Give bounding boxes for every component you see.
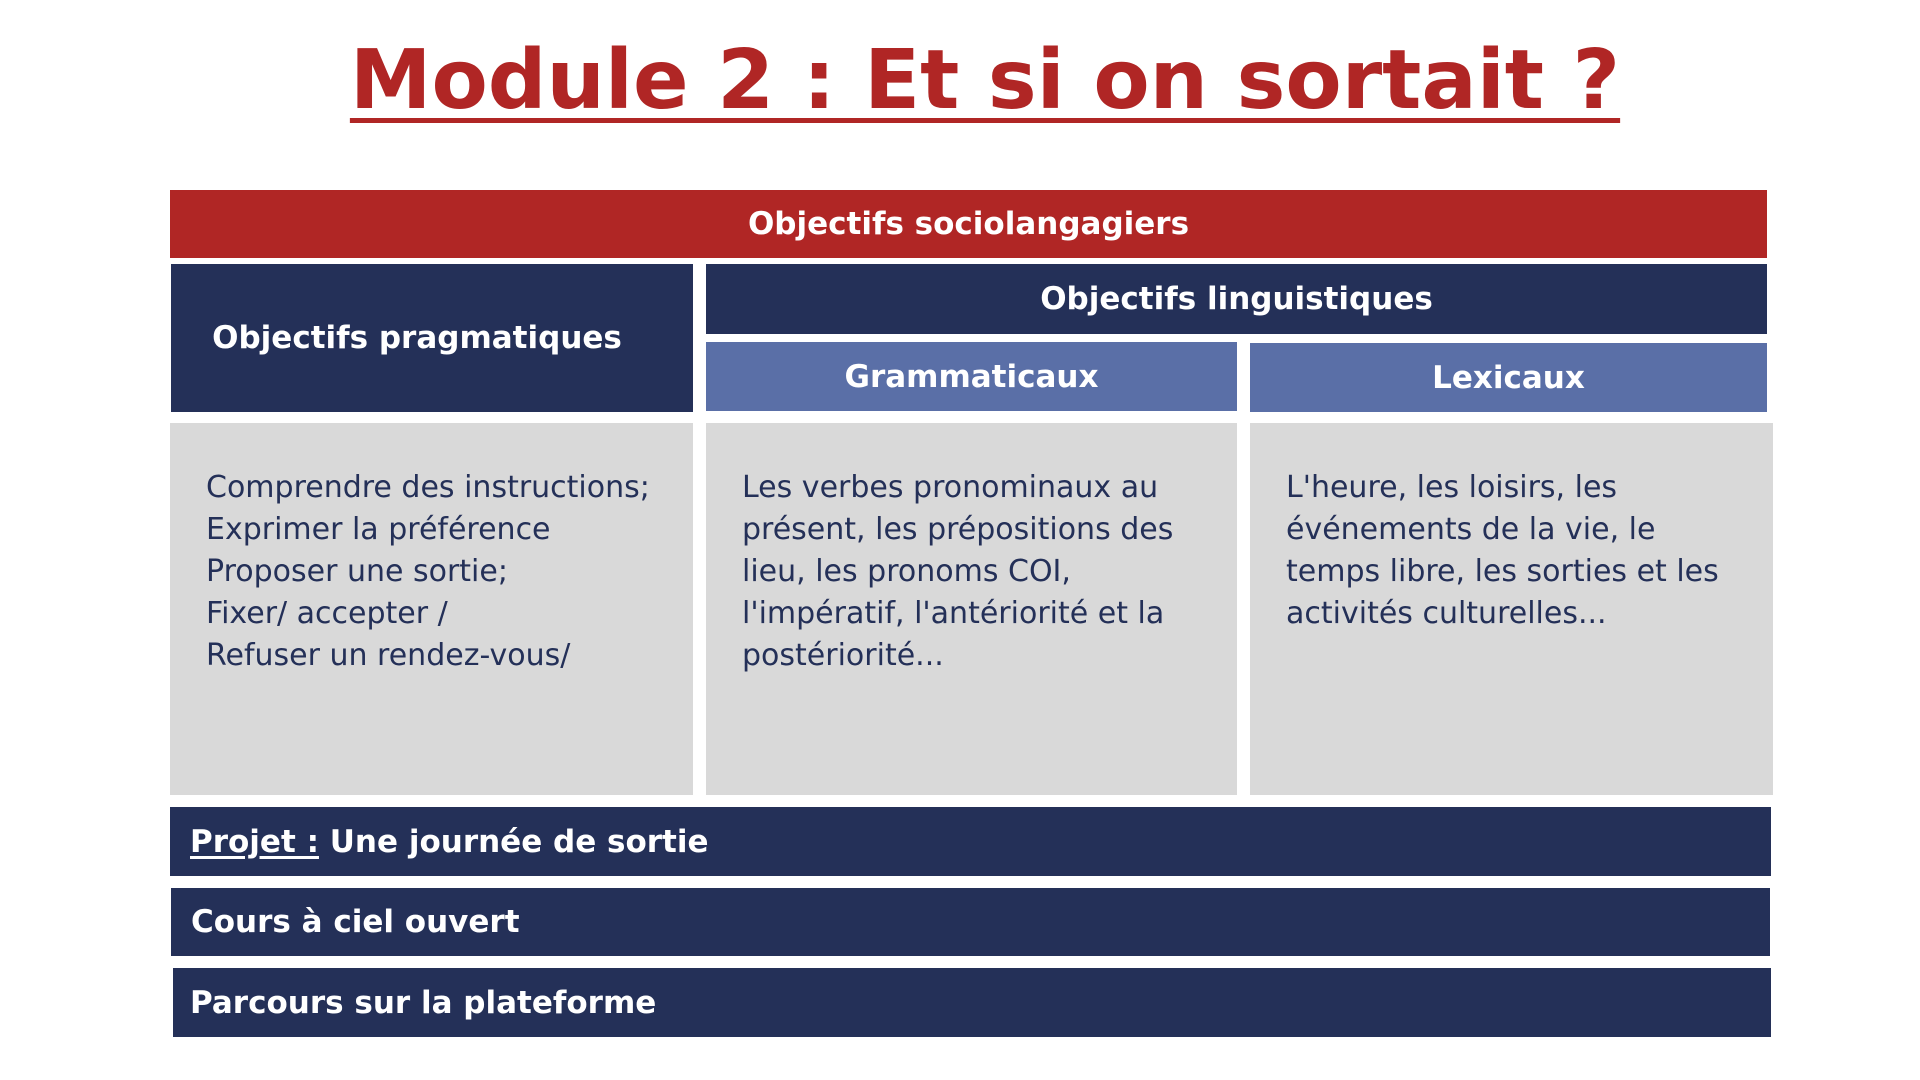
sociolangagiers-header [170,190,1767,258]
lexicaux-body [1250,423,1773,795]
grammaticaux-line: Les verbes pronominaux au [742,470,1159,505]
lexicaux-header-label: Lexicaux [1432,359,1585,396]
grammaticaux-line: présent, les prépositions des [742,512,1174,547]
parcours-bar [173,968,1771,1037]
grammaticaux-line: postériorité... [742,638,944,673]
grammaticaux-header-label: Grammaticaux [844,358,1099,395]
lexicaux-line: L'heure, les loisirs, les [1286,470,1618,505]
lexicaux-header [1250,343,1767,412]
cours-label: Cours à ciel ouvert [191,904,520,940]
pragmatiques-line: Fixer/ accepter / [206,596,448,631]
linguistiques-header-label: Objectifs linguistiques [1040,281,1433,317]
lexicaux-line: activités culturelles... [1286,596,1607,631]
projet-bar [170,807,1771,876]
grammaticaux-header [706,342,1237,411]
projet-label: Projet : [190,823,319,860]
linguistiques-header [706,264,1767,334]
grammaticaux-line: l'impératif, l'antériorité et la [742,596,1165,631]
parcours-label: Parcours sur la plateforme [190,984,657,1021]
pragmatiques-line: Proposer une sortie; [206,554,508,589]
pragmatiques-body [170,423,693,795]
grammaticaux-body [706,423,1237,795]
page-title: Module 2 : Et si on sortait ? [349,33,1621,128]
pragmatiques-line: Comprendre des instructions; [206,470,650,505]
pragmatiques-header [171,264,693,412]
pragmatiques-header-label: Objectifs pragmatiques [212,320,622,356]
projet-text: Une journée de sortie [318,823,709,860]
lexicaux-line: événements de la vie, le [1286,512,1656,547]
pragmatiques-line: Refuser un rendez-vous/ [206,638,571,673]
lexicaux-line: temps libre, les sorties et les [1286,554,1719,589]
grammaticaux-line: lieu, les pronoms COI, [742,554,1071,589]
pragmatiques-line: Exprimer la préférence [206,512,551,547]
cours-bar [171,888,1770,956]
sociolangagiers-header-label: Objectifs sociolangagiers [747,206,1190,242]
